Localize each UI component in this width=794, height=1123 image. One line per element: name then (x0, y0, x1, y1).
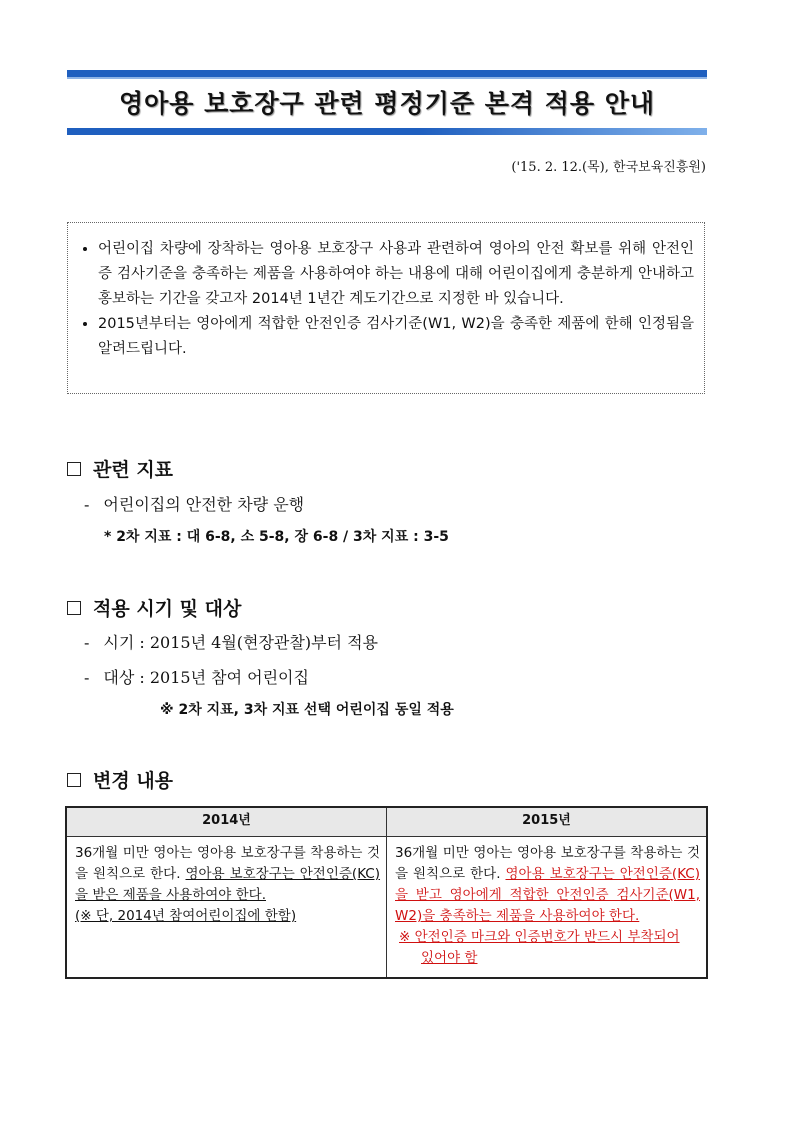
header-rule-top-light (67, 77, 707, 79)
checkbox-square-icon (67, 773, 81, 787)
schedule-item-target (84, 665, 309, 688)
header-rule-bottom (67, 128, 707, 135)
table-row (66, 837, 707, 979)
notice-list (78, 237, 694, 362)
cell-2015-note (395, 927, 700, 969)
notice-box (67, 222, 705, 394)
section-changes-heading (67, 766, 173, 793)
notice-bullet-1: • 어린이집 차량에 장착하는 영아용 보호장구 사용과 관련하여 영아의 안전 확보를 위해 안전인증 검사기준을 충족하는 제품을 사용하여야 하는 내용에 대해 어린이집에게 충분하게 안내하고 홍보하는 기간을 갖고자 2014년 1년간 계도기간으로 지정한 바 있습니다. (98, 237, 694, 312)
indicator-item-text: 어린이집의 안전한 차량 운행 (103, 495, 305, 514)
section-indicator-heading (67, 455, 173, 482)
dash-marker: - (84, 633, 90, 652)
indicator-item (84, 492, 304, 515)
column-header-2014: 2014년 (66, 807, 387, 837)
cell-2014-text: 36개월 미만 영아는 영아용 보호장구를 착용하는 것을 원칙으로 한다. (75, 845, 380, 882)
page-title: 영아용 보호장구 관련 평정기준 본격 적용 안내 (118, 89, 656, 118)
cell-2015-text: 36개월 미만 영아는 영아용 보호장구를 착용하는 것을 원칙으로 한다. (395, 845, 700, 882)
section-schedule-title: 적용 시기 및 대상 (93, 598, 242, 620)
schedule-note: ※ 2차 지표, 3차 지표 선택 어린이집 동일 적용 (160, 702, 454, 718)
dateline: ('15. 2. 12.(목), 한국보육진흥원) (511, 160, 706, 175)
cell-2014 (66, 837, 387, 979)
changes-table (65, 806, 708, 979)
cell-2015-note-line2: 있어야 함 (421, 950, 478, 966)
section-schedule-heading (67, 594, 241, 621)
header-rule-top (67, 70, 707, 77)
indicator-note: * 2차 지표 : 대 6-8, 소 5-8, 장 6-8 / 3차 지표 : 3-5 (104, 529, 449, 545)
cell-2014-underlined: 영아용 보호장구는 안전인증(KC)을 받은 제품을 사용하여야 한다. (75, 866, 381, 903)
dash-marker: - (84, 668, 90, 687)
checkbox-square-icon (67, 601, 81, 615)
table-header-row (66, 807, 707, 837)
cell-2015 (387, 837, 708, 979)
schedule-item-period-text: 시기 : 2015년 4월(현장관찰)부터 적용 (103, 633, 378, 652)
column-header-2015: 2015년 (387, 807, 708, 837)
cell-2015-highlight: 영아용 보호장구는 안전인증(KC)을 받고 영아에게 적합한 안전인증 검사기준(W1, W2)을 충족하는 제품을 사용하여야 한다. (395, 866, 701, 924)
schedule-item-period (84, 630, 378, 653)
schedule-item-target-text: 대상 : 2015년 참여 어린이집 (103, 668, 309, 687)
section-changes-title: 변경 내용 (93, 770, 174, 792)
cell-2015-note-line1: ※ 안전인증 마크와 인증번호가 반드시 부착되어 (399, 929, 680, 945)
cell-2014-note: (※ 단, 2014년 참여어린이집에 한함) (75, 908, 297, 924)
section-indicator-title: 관련 지표 (93, 459, 174, 481)
notice-bullet-2: • 2015년부터는 영아에게 적합한 안전인증 검사기준(W1, W2)을 충족한 제품에 한해 인정됨을 알려드립니다. (98, 312, 694, 362)
dash-marker: - (84, 495, 90, 514)
checkbox-square-icon (67, 462, 81, 476)
